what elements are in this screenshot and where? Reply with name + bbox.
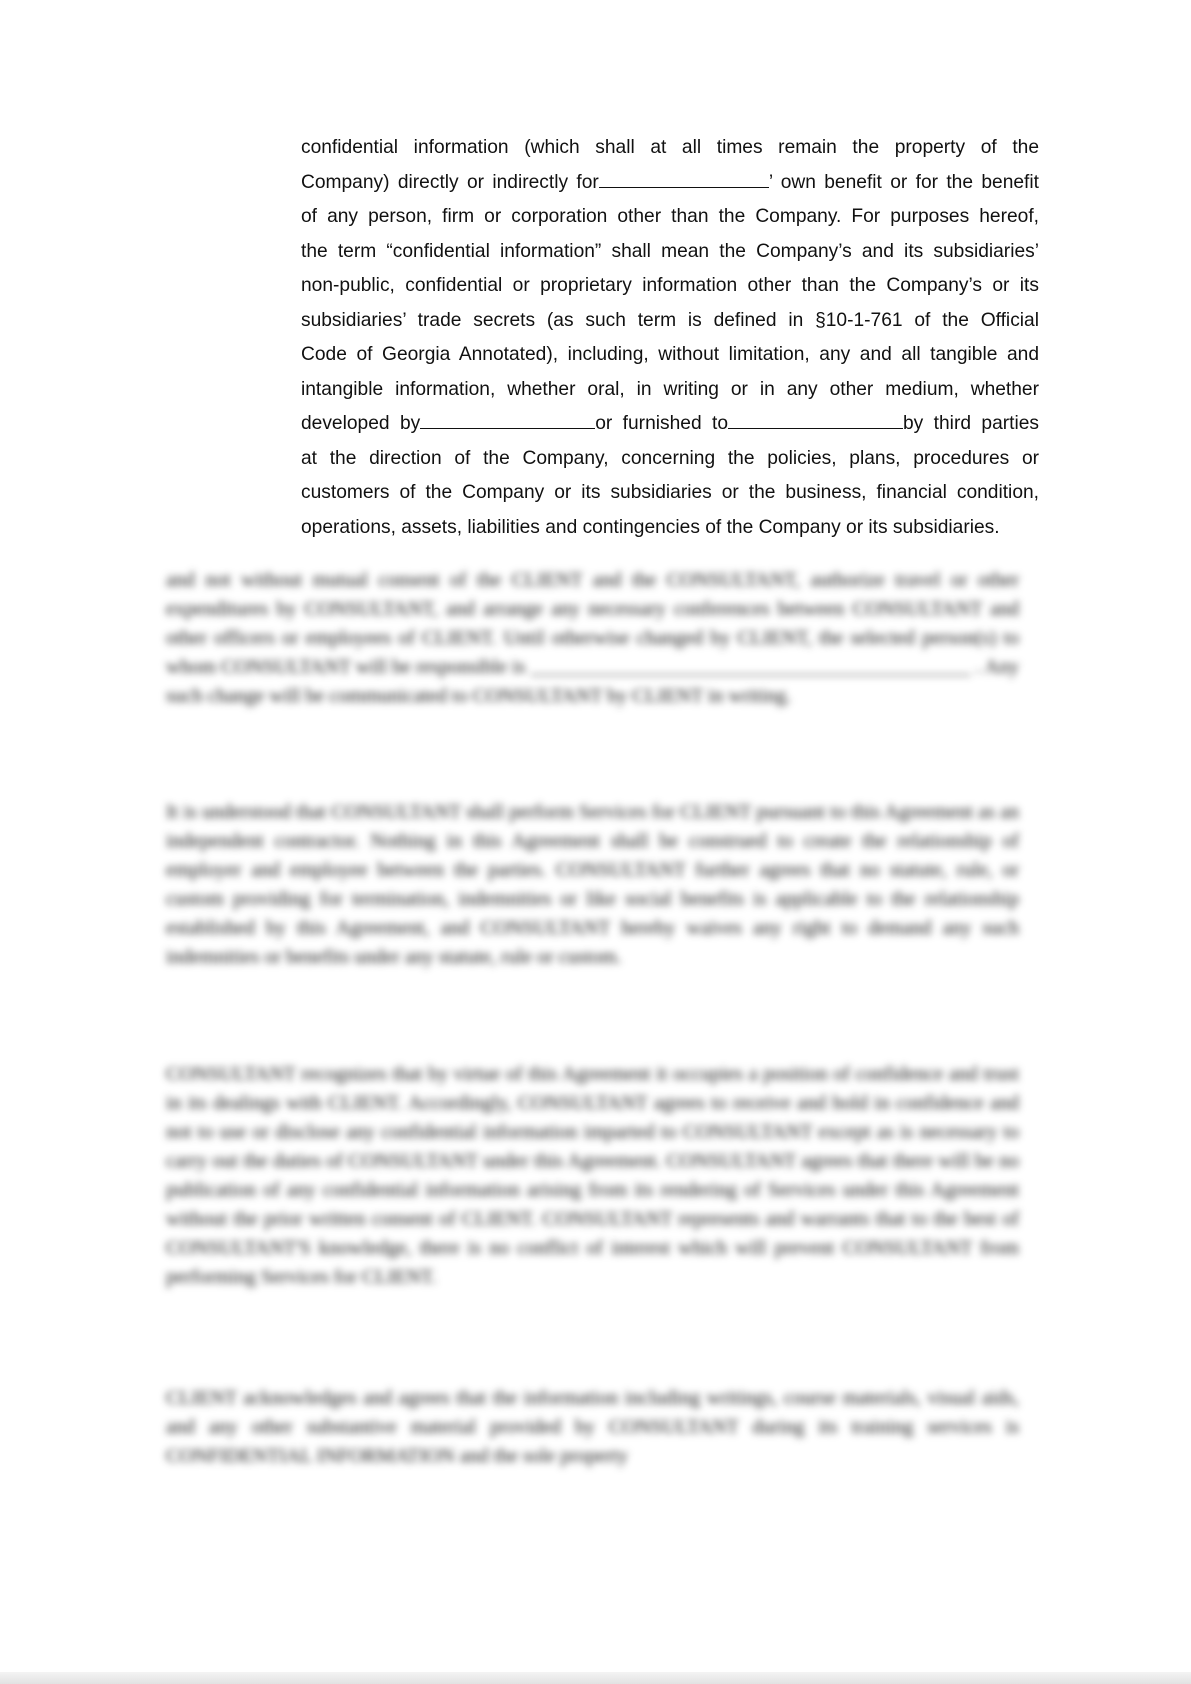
confidential-information-paragraph [301, 131, 1039, 545]
paragraph-line: Code of Georgia Annotated), including, without limitation, any and all tangible and [301, 344, 1039, 365]
paragraph-line: at the direction of the Company, concerning the policies, plans, procedures or [301, 447, 1039, 469]
line-text: developed by [301, 413, 421, 434]
paragraph-line: of any person, firm or corporation other than the Company. For purposes hereof, [301, 206, 1039, 227]
paragraph-line: operations, assets, liabilities and contingencies of the Company or its subsidiaries. [301, 516, 1000, 538]
paragraph-line: customers of the Company or its subsidiaries or the business, financial condition, [301, 482, 1039, 503]
paragraph-line: non-public, confidential or proprietary information other than the Company’s or its [301, 275, 1039, 296]
blurred-paragraph: and not without mutual consent of the CLIENT and the CONSULTANT, authorize travel or other expenditures by CONSULTANT, and arrange any necessary conferences between CONSULTANT and other officers or employees of CLIENT. Until otherwise changed by CLIENT, the selected person(s) to whom CONSULTANT will be responsible is ____________________________________________ . Any such change will be communicated to CONSULTANT by CLIENT in writing. [166, 569, 1019, 707]
page-bottom-edge [0, 1672, 1191, 1684]
line-text: ’ own benefit or for the benefit [768, 171, 1039, 193]
line-text: by third parties [903, 413, 1039, 434]
blurred-paragraph: CLIENT acknowledges and agrees that the information including writings, course materials, visual aids, and any other substantive material provided by CONSULTANT during its training services is CONFIDENTIAL INFORMATION and the sole property [166, 1387, 1019, 1467]
blurred-section-client-acknowledges [166, 1384, 1019, 1471]
blurred-section-independent-contractor [166, 798, 1019, 972]
blurred-paragraph: It is understood that CONSULTANT shall perform Services for CLIENT pursuant to this Agreement as an independent contractor. Nothing in this Agreement shall be construed to create the relationship of employer and employee between the parties. CONSULTANT further agrees that no statute, rule, or custom providing for termination, indemnities or like social benefits is applicable to the relationship established by this Agreement, and CONSULTANT hereby waives any right to demand any such indemnities or benefits under any statute, rule or custom. [166, 801, 1019, 968]
paragraph-line: intangible information, whether oral, in writing or in any other medium, whether [301, 378, 1039, 400]
blank-underline [728, 410, 903, 429]
paragraph-line [301, 166, 1039, 201]
line-text: Company) directly or indirectly for [301, 171, 599, 193]
paragraph-line [301, 407, 1039, 442]
blurred-section-responsible-person [166, 566, 1019, 711]
blank-underline [599, 169, 769, 188]
line-text: or furnished to [595, 413, 729, 434]
blank-underline [420, 410, 595, 429]
paragraph-line: confidential information (which shall at all times remain the property of the [301, 137, 1039, 158]
paragraph-line: subsidiaries’ trade secrets (as such term is defined in §10-1-761 of the Official [301, 309, 1039, 331]
blurred-section-confidence [166, 1060, 1019, 1292]
blurred-paragraph: CONSULTANT recognizes that by virtue of this Agreement it occupies a position of confidence and trust in its dealings with CLIENT. Accordingly, CONSULTANT agrees to receive and hold in confidence and not to use or disclose any confidential information imparted to CONSULTANT except as is necessary to carry out the duties of CONSULTANT under this Agreement. CONSULTANT agrees that there will be no publication of any confidential information arising from its rendering of Services under this Agreement without the prior written consent of CLIENT. CONSULTANT represents and warrants that to the best of CONSULTANT'S knowledge, there is no conflict of interest which will prevent CONSULTANT from performing Services for CLIENT. [166, 1063, 1019, 1288]
paragraph-line: the term “confidential information” shall mean the Company’s and its subsidiaries’ [301, 240, 1039, 262]
